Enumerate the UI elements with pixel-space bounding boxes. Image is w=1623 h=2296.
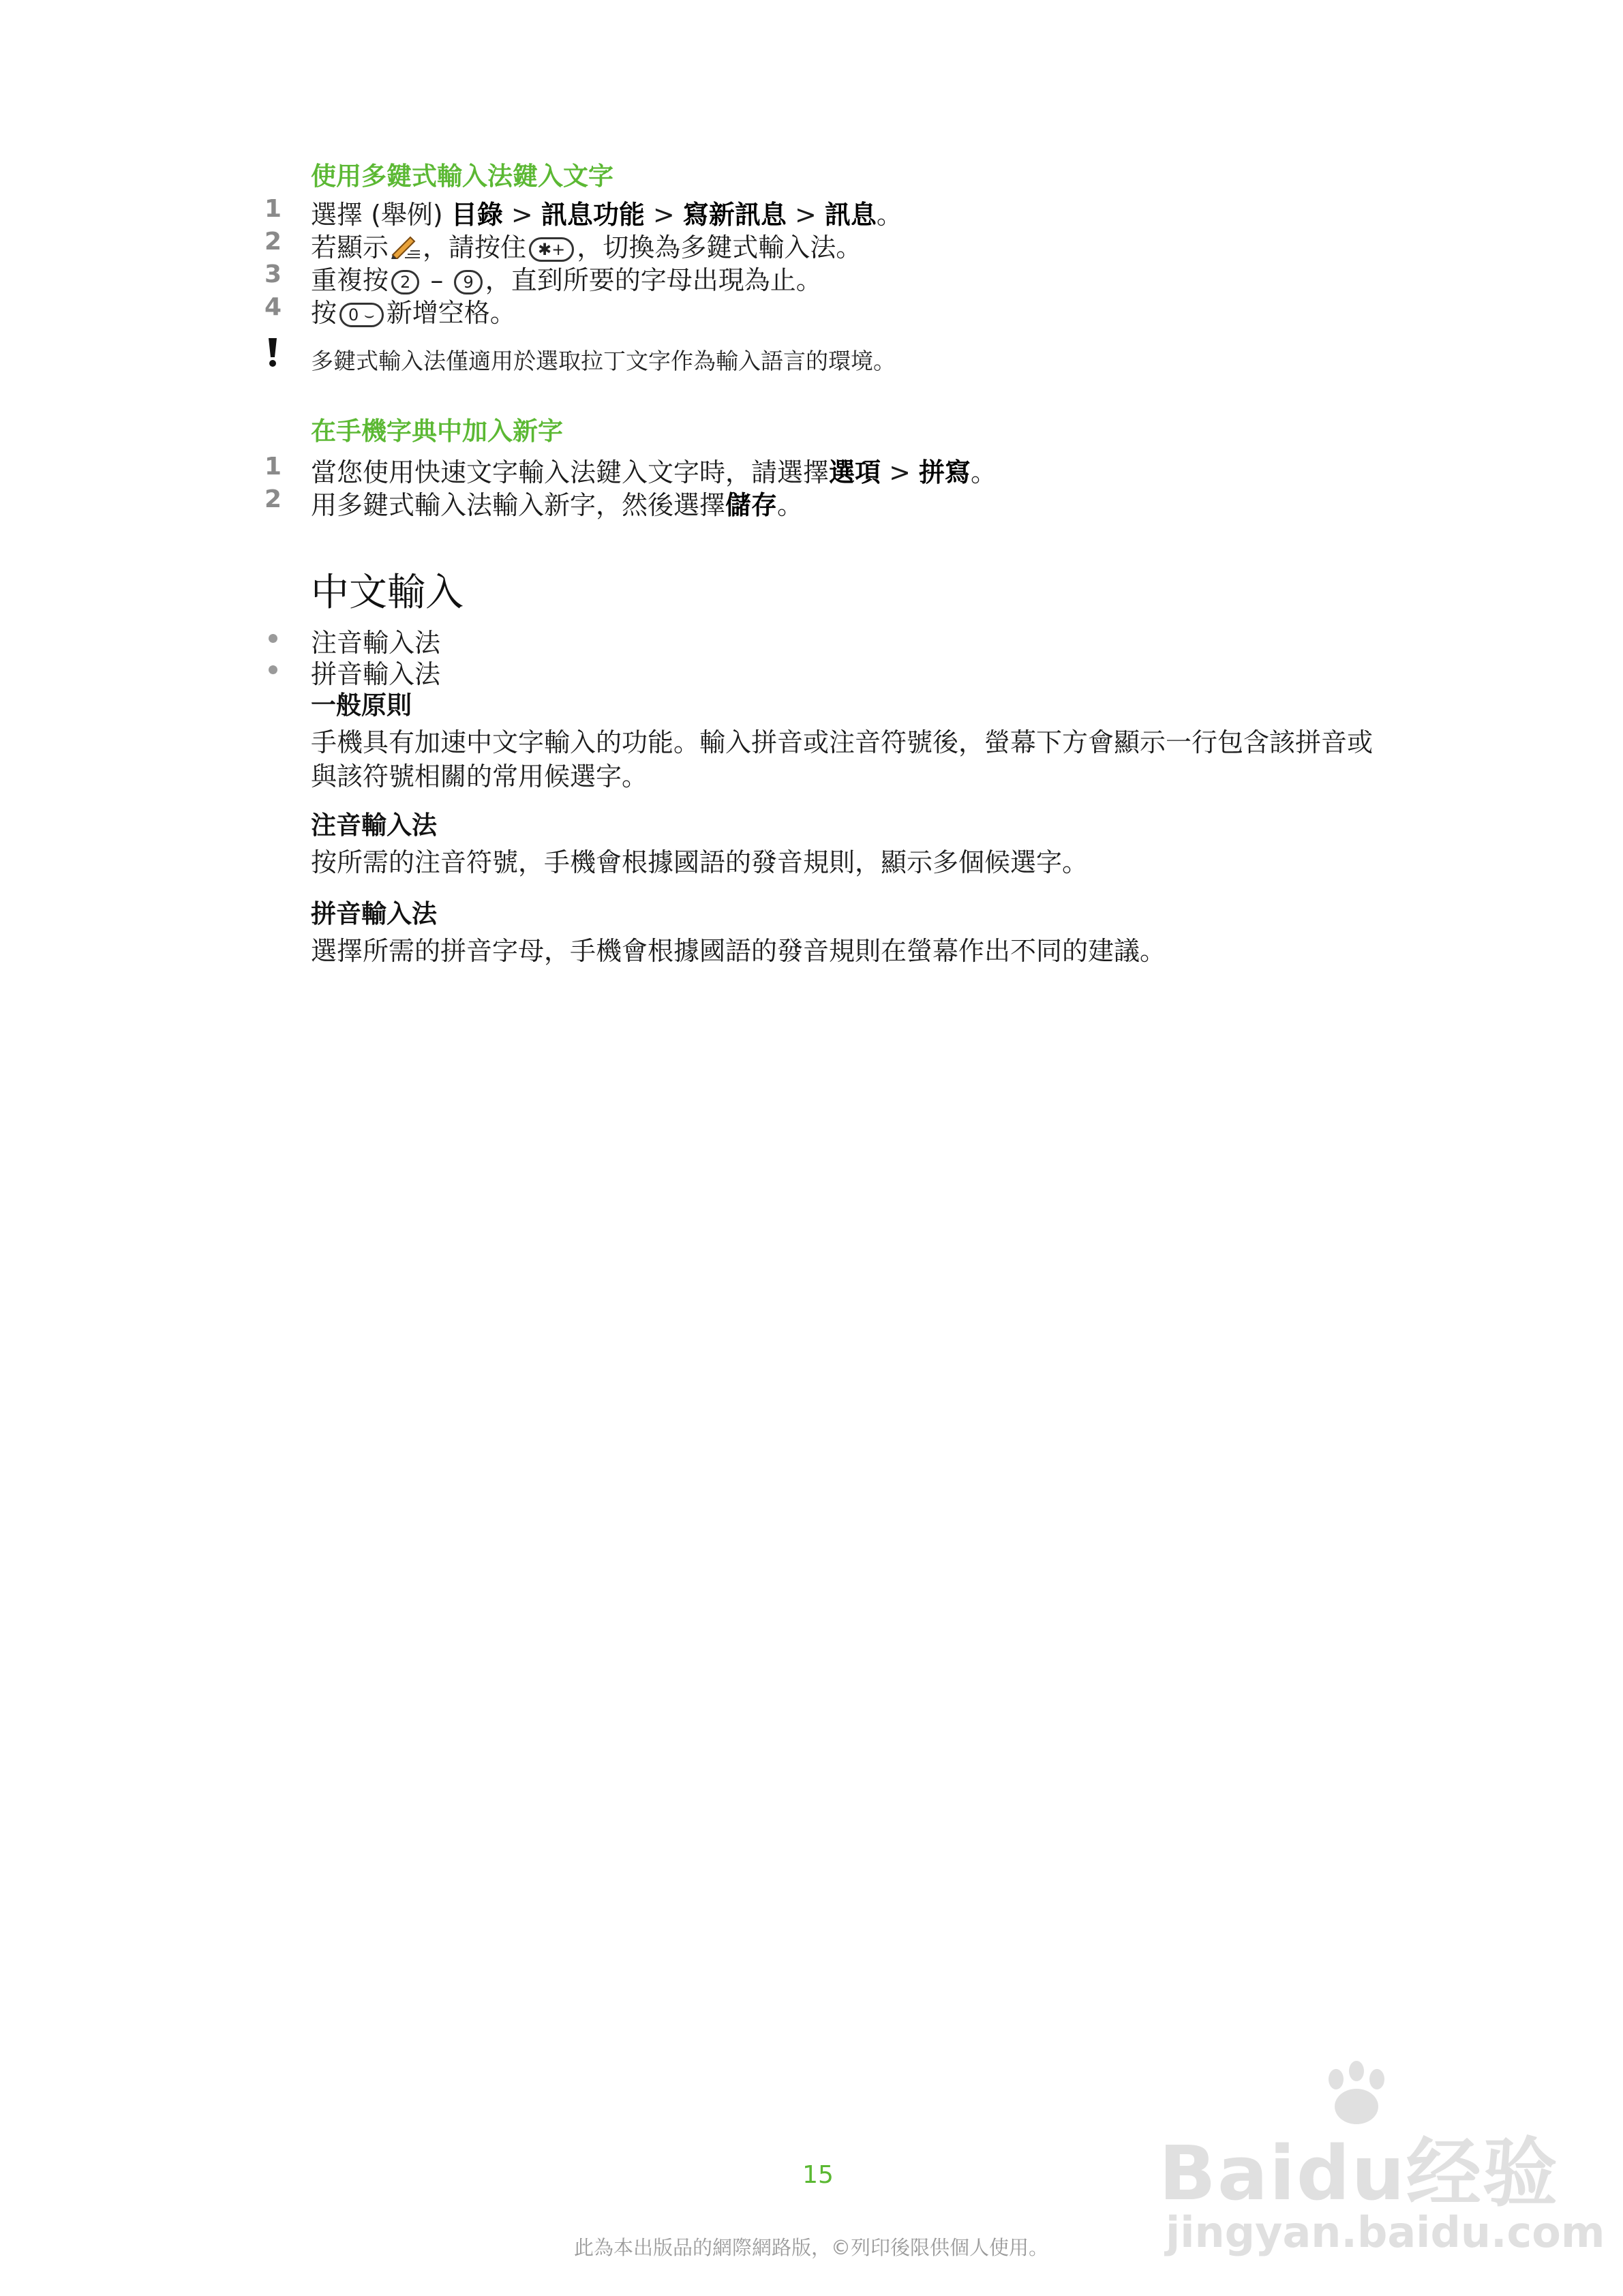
subheading-general: 一般原則 — [311, 691, 412, 720]
subheading-pinyin: 拼音輸入法 — [311, 899, 437, 928]
paragraph-pinyin: 選擇所需的拼音字母，手機會根據國語的發音規則在螢幕作出不同的建議。 — [311, 936, 1166, 966]
star-key-icon: ✱+ — [529, 237, 574, 262]
list-item: 拼音輸入法 — [311, 659, 441, 689]
paragraph-general: 手機具有加速中文字輸入的功能。輸入拼音或注音符號後，螢幕下方會顯示一行包含該拼音或與該符號相關的常用候選字。 — [311, 727, 1374, 791]
step-text: 用多鍵式輸入法輸入新字，然後選擇儲存。 — [311, 490, 804, 520]
section-heading-dictionary: 在手機字典中加入新字 — [311, 417, 563, 446]
watermark-brand: Baidu经验 — [1159, 2130, 1559, 2217]
step-text: 若顯示 ，請按住 ✱+ ，切換為多鍵式輸入法。 — [311, 226, 862, 265]
step-number: 2 — [264, 485, 282, 513]
warning-icon — [267, 337, 278, 371]
bullet-dot — [269, 634, 277, 643]
watermark-url: jingyan.baidu.com — [1166, 2207, 1605, 2257]
paragraph-zhuyin: 按所需的注音符號，手機會根據國語的發音規則，顯示多個候選字。 — [311, 847, 1089, 877]
section-heading-multitap: 使用多鍵式輸入法鍵入文字 — [311, 162, 613, 191]
step-number: 1 — [264, 195, 282, 223]
bullet-dot — [269, 665, 277, 674]
list-item: 注音輸入法 — [311, 628, 441, 658]
step-number: 2 — [264, 228, 282, 256]
page-number: 15 — [802, 2161, 834, 2189]
note-text: 多鍵式輸入法僅適用於選取拉丁文字作為輸入語言的環境。 — [311, 348, 896, 374]
section-title-chinese-input: 中文輸入 — [311, 571, 464, 615]
copyright-notice: 此為本出版品的網際網路版，©列印後限供個人使用。 — [573, 2236, 1048, 2259]
step-text: 當您使用快速文字輸入法鍵入文字時，請選擇選項 > 拼寫。 — [311, 457, 997, 487]
key-0-icon: 0 ⌣ — [339, 303, 384, 327]
step-text: 按 0 ⌣ 新增空格。 — [311, 298, 516, 328]
key-2-icon: 2 — [391, 270, 419, 294]
step-number: 1 — [264, 453, 282, 481]
step-text: 重複按 2 – 9 ，直到所要的字母出現為止。 — [311, 265, 822, 295]
key-9-icon: 9 — [454, 270, 482, 294]
subheading-zhuyin: 注音輸入法 — [311, 811, 437, 840]
step-number: 3 — [264, 260, 282, 288]
step-number: 4 — [264, 293, 282, 321]
step-text: 選擇 (舉例) 目錄 > 訊息功能 > 寫新訊息 > 訊息。 — [311, 200, 902, 230]
baidu-watermark — [1159, 2059, 1605, 2263]
